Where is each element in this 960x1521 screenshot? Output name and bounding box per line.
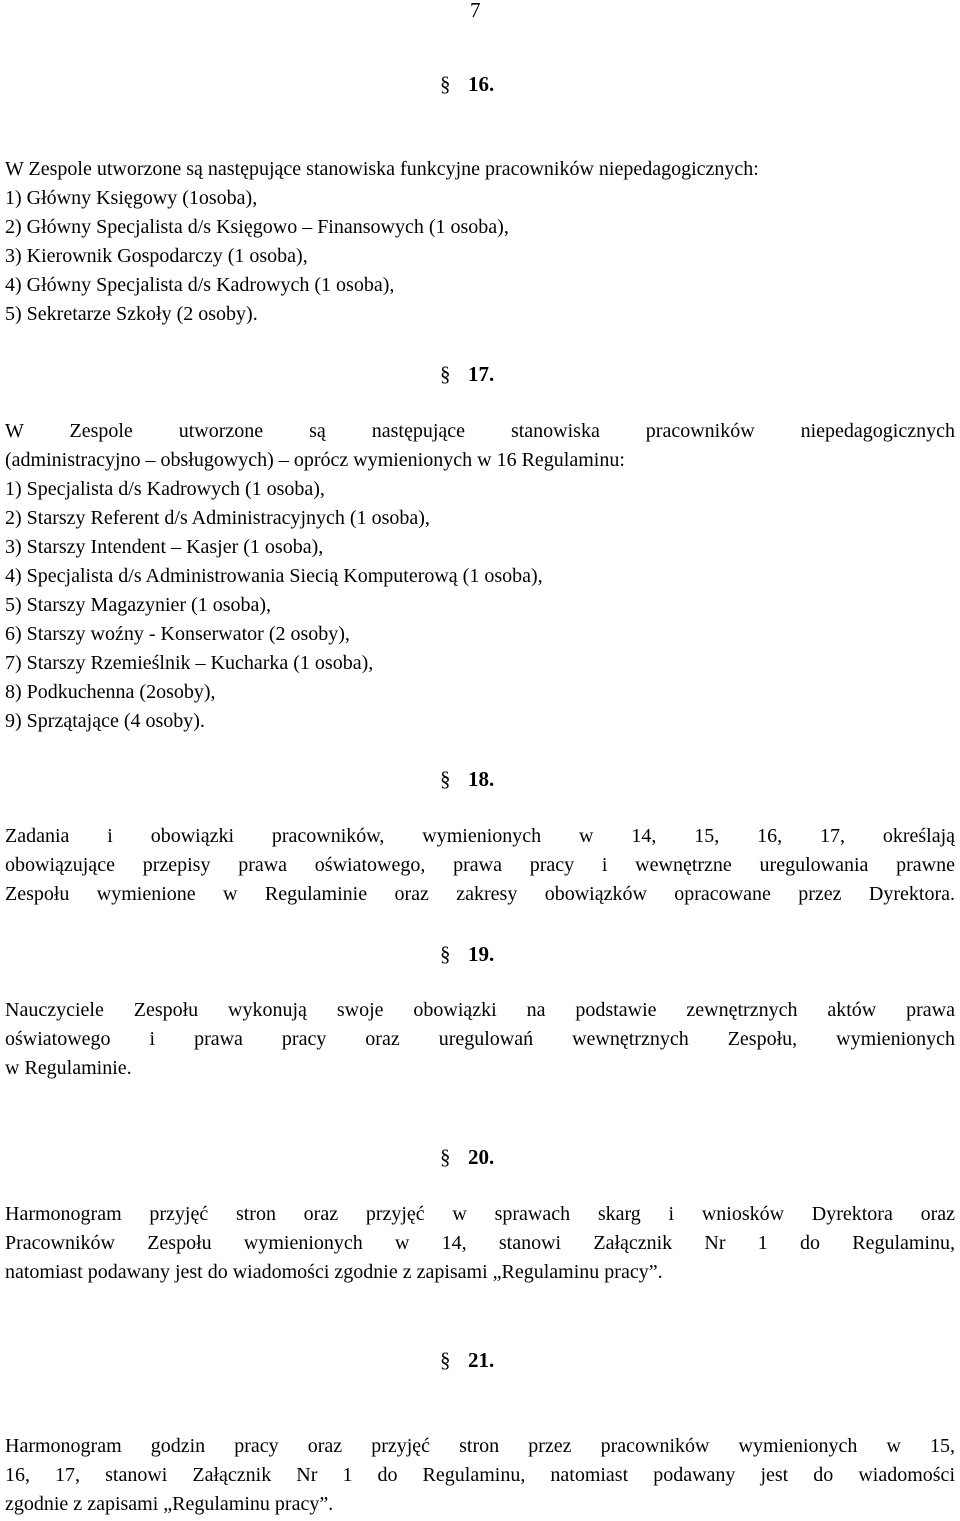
list-item: 3) Starszy Intendent – Kasjer (1 osoba), [5, 536, 324, 558]
paragraph-line: Zespołu wymienione w Regulaminie oraz zakresy obowiązków opracowane przez Dyrektora. [5, 883, 955, 905]
section-19-body [5, 996, 955, 1083]
section-number: 16. [468, 72, 495, 96]
list-item: 3) Kierownik Gospodarczy (1 osoba), [5, 245, 308, 267]
section-number: 19. [468, 942, 495, 966]
list-item: 4) Główny Specjalista d/s Kadrowych (1 osoba), [5, 274, 395, 296]
section-number: 18. [468, 767, 495, 791]
list-item: 2) Starszy Referent d/s Administracyjnych (1 osoba), [5, 507, 430, 529]
section-17-intro-line: (administracyjno – obsługowych) – oprócz wymienionych w 16 Regulaminu: [5, 449, 625, 471]
paragraph-line: Zadania i obowiązki pracowników, wymienionych w 14, 15, 16, 17, określają [5, 825, 955, 847]
section-16-body [5, 155, 955, 329]
paragraph-line: Pracowników Zespołu wymienionych w 14, stanowi Załącznik Nr 1 do Regulaminu, [5, 1232, 955, 1254]
paragraph-line: zgodnie z zapisami „Regulaminu pracy”. [5, 1493, 334, 1515]
section-sign-icon: § [440, 72, 451, 96]
paragraph-line: 16, 17, stanowi Załącznik Nr 1 do Regulaminu, natomiast podawany jest do wiadomości [5, 1464, 955, 1486]
section-20-body [5, 1200, 955, 1287]
list-item: 9) Sprzątające (4 osoby). [5, 710, 205, 732]
section-number: 20. [468, 1145, 495, 1169]
section-sign-icon: § [440, 767, 451, 791]
list-item: 5) Sekretarze Szkoły (2 osoby). [5, 303, 258, 325]
paragraph-line: oświatowego i prawa pracy oraz uregulowań wewnętrznych Zespołu, wymienionych [5, 1028, 955, 1050]
section-21-body [5, 1432, 955, 1519]
section-number: 21. [468, 1348, 495, 1372]
list-item: 7) Starszy Rzemieślnik – Kucharka (1 osoba), [5, 652, 374, 674]
list-item: 4) Specjalista d/s Administrowania Siecią Komputerową (1 osoba), [5, 565, 543, 587]
section-sign-icon: § [440, 942, 451, 966]
paragraph-line: Harmonogram przyjęć stron oraz przyjęć w sprawach skarg i wniosków Dyrektora oraz [5, 1203, 955, 1225]
paragraph-line: natomiast podawany jest do wiadomości zgodnie z zapisami „Regulaminu pracy”. [5, 1261, 663, 1283]
list-item: 6) Starszy woźny - Konserwator (2 osoby), [5, 623, 350, 645]
paragraph-line: Nauczyciele Zespołu wykonują swoje obowiązki na podstawie zewnętrznych aktów prawa [5, 999, 955, 1021]
list-item: 2) Główny Specjalista d/s Księgowo – Finansowych (1 osoba), [5, 216, 509, 238]
section-16-intro: W Zespole utworzone są następujące stanowiska funkcyjne pracowników niepedagogicznych: [5, 158, 759, 180]
page-number: 7 [470, 0, 481, 22]
section-17-body [5, 417, 955, 736]
list-item: 5) Starszy Magazynier (1 osoba), [5, 594, 272, 616]
section-number: 17. [468, 362, 495, 386]
section-17-intro-line: W Zespole utworzone są następujące stanowiska pracowników niepedagogicznych [5, 420, 955, 442]
section-sign-icon: § [440, 1145, 451, 1169]
paragraph-line: obowiązujące przepisy prawa oświatowego, prawa pracy i wewnętrzne uregulowania prawne [5, 854, 955, 876]
list-item: 1) Główny Księgowy (1osoba), [5, 187, 258, 209]
section-18-body [5, 822, 955, 909]
section-sign-icon: § [440, 362, 451, 386]
section-sign-icon: § [440, 1348, 451, 1372]
list-item: 1) Specjalista d/s Kadrowych (1 osoba), [5, 478, 325, 500]
paragraph-line: w Regulaminie. [5, 1057, 132, 1079]
list-item: 8) Podkuchenna (2osoby), [5, 681, 216, 703]
paragraph-line: Harmonogram godzin pracy oraz przyjęć stron przez pracowników wymienionych w 15, [5, 1435, 955, 1457]
